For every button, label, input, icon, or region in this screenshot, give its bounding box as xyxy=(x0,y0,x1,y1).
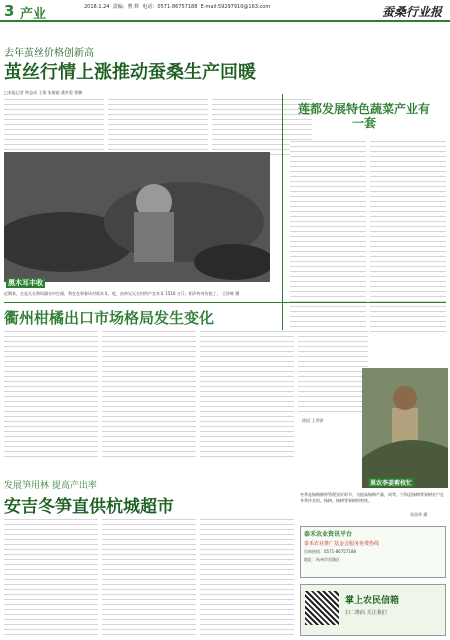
issue-date: 2018.1.24 xyxy=(84,4,110,10)
story4-column-2 xyxy=(102,518,196,636)
email: E-mail:59297910@163.com xyxy=(200,4,271,10)
story3-byline: 徐国 王世骅 xyxy=(302,418,324,423)
black-fungus-scene xyxy=(4,152,270,282)
header-meta xyxy=(84,4,270,11)
story1-kicker: 去年茧丝价格创新高 xyxy=(4,48,94,59)
photo-label: 黑木耳丰收 xyxy=(8,279,43,287)
ad1-line-1: 咨询热线：0571-86757188 xyxy=(304,549,356,554)
ad1-title: 泰禾农业资讯平台 xyxy=(304,531,353,538)
story3-column-3 xyxy=(200,330,294,460)
pruning-photo-label: 果农李姜剪枝忙 xyxy=(370,480,413,487)
photo-caption: 近期来，在是无名和吗湖水中打浦，利在在和春风对收木耳，吃，由单吴无名村所产农木耳 1510 万斤。相声咋对好吃了。 王炒辉 摄 xyxy=(4,291,240,296)
phone: 电话：0571-86757188 xyxy=(142,4,198,10)
story4-kicker: 发展笋用林 提高产出率 xyxy=(4,481,97,491)
story3-headline: 衢州柑橘出口市场格局发生变化 xyxy=(4,309,215,327)
pruning-photo xyxy=(362,368,448,488)
paper-name: 蚕桑行业报 xyxy=(381,5,442,19)
black-fungus-photo xyxy=(4,152,270,282)
ad-farmer-mailbox xyxy=(300,584,446,636)
pruning-scene xyxy=(362,368,448,488)
story3-column-4 xyxy=(298,330,368,415)
ad1-subtitle: 泰禾农业推广基金会服务免费热线 xyxy=(304,541,380,547)
pruning-caption: 冬季是杨梅修剪管理良好时节，为提高杨梅产量，同等，宁海县杨梅等果树农户在冬季作业的。杨树、杨树等果树的剪枝。 xyxy=(300,492,444,503)
pruning-credit: 张国华 摄 xyxy=(410,512,428,517)
story1-headline: 茧丝行情上涨推动蚕桑生产回暖 xyxy=(4,62,256,83)
story4-headline: 安吉冬笋直供杭城超市 xyxy=(4,497,174,517)
section-name: 产业 xyxy=(20,7,47,22)
story2-column-1 xyxy=(290,140,366,335)
story4-column-3 xyxy=(200,518,294,636)
page-number: 3 xyxy=(4,2,15,20)
story3-column-2 xyxy=(102,330,196,460)
story4-column-1 xyxy=(4,518,98,636)
page-header xyxy=(0,0,450,22)
ad1-line-2: 地址：杭州市西湖区 xyxy=(304,557,340,562)
story2-headline: 莲都发展特色蔬菜产业有一套 xyxy=(297,102,430,130)
qr-code-icon xyxy=(305,591,339,625)
ad2-subtitle: 扫二维码 关注我们 xyxy=(345,610,387,616)
story1-byline: □本报记者 钟益成 王翔 朱敏斌 潘杏菊 曹鹏 xyxy=(4,90,83,95)
section-rule xyxy=(4,302,446,303)
editor: 责编：曹 辉 xyxy=(112,4,140,10)
story3-column-1 xyxy=(4,330,98,460)
ad2-title: 掌上农民信箱 xyxy=(345,596,400,606)
ad-info-platform xyxy=(300,526,446,578)
story2-column-2 xyxy=(370,140,446,335)
